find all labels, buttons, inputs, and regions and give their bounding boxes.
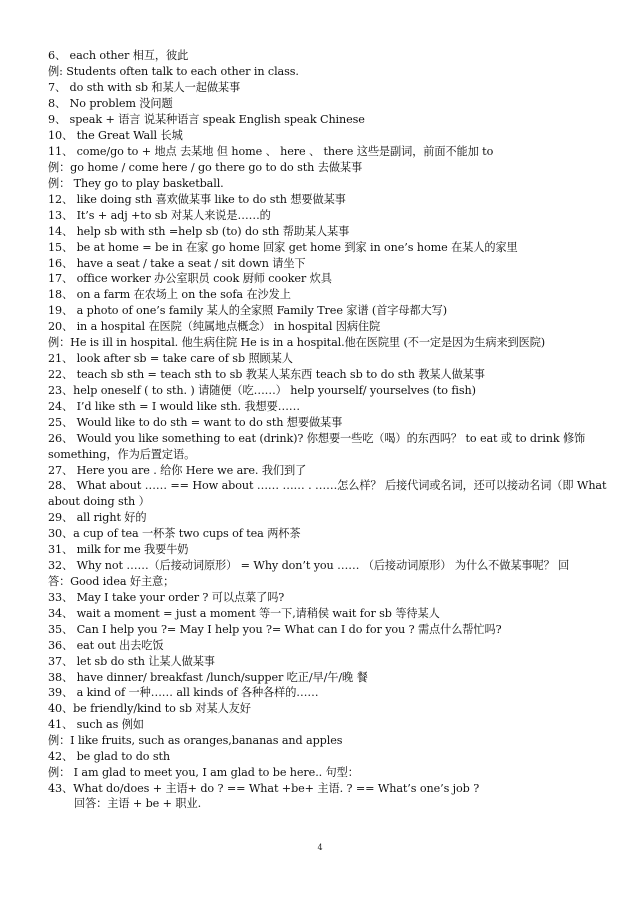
text-line: 7、 do sth with sb 和某人一起做某事	[48, 81, 241, 94]
text-line: 35、 Can I help you ?= May I help you ?= What can I do for you ? 需点什么帮忙吗?	[48, 623, 502, 636]
text-line: 6、 each other 相互，彼此	[48, 49, 189, 62]
text-line: 30、a cup of tea 一杯茶 two cups of tea 两杯茶	[48, 527, 301, 540]
text-line: 20、 in a hospital 在医院（纯属地点概念） in hospital 因病住院	[48, 320, 381, 333]
text-line: 10、 the Great Wall 长城	[48, 129, 183, 142]
text-line: 17、 office worker 办公室职员 cook 厨师 cooker 炊具	[48, 272, 332, 285]
text-line: something，作为后置定语。	[48, 448, 196, 461]
text-line: 例： I am glad to meet you, I am glad to be here.. 句型：	[48, 766, 359, 779]
text-line: 31、 milk for me 我要牛奶	[48, 543, 189, 556]
text-line: 39、 a kind of 一种…… all kinds of 各种各样的……	[48, 686, 319, 699]
text-line: 43、What do/does + 主语+ do ? == What +be+ 主语. ? == What’s one’s job ?	[48, 782, 480, 795]
text-line: 34、 wait a moment = just a moment 等一下,请稍侯 wait for sb 等待某人	[48, 607, 440, 620]
text-line: 例: Students often talk to each other in class.	[48, 65, 299, 78]
text-line: 11、 come/go to + 地点 去某地 但 home 、 here 、 there 这些是副词，前面不能加 to	[48, 145, 494, 158]
text-line: 13、 It’s + adj +to sb 对某人来说是……的	[48, 209, 271, 222]
text-line: 29、 all right 好的	[48, 511, 147, 524]
text-line: 答：Good idea 好主意；	[48, 575, 175, 588]
text-line: 16、 have a seat / take a seat / sit down 请坐下	[48, 257, 306, 270]
page-number: 4	[317, 843, 323, 852]
text-line: 14、 help sb with sth =help sb (to) do sth 帮助某人某事	[48, 225, 350, 238]
text-line: 36、 eat out 出去吃饭	[48, 639, 164, 652]
text-line: 12、 like doing sth 喜欢做某事 like to do sth 想要做某事	[48, 193, 346, 206]
text-line: 25、 Would like to do sth = want to do sth 想要做某事	[48, 416, 343, 429]
text-line: 23、help oneself ( to sth. ) 请随便（吃……） help yourself/ yourselves (to fish)	[48, 384, 476, 397]
text-line: 40、be friendly/kind to sb 对某人友好	[48, 702, 251, 715]
text-line: 24、 I’d like sth = I would like sth. 我想要……	[48, 400, 300, 413]
text-line: 33、 May I take your order ? 可以点菜了吗?	[48, 591, 285, 604]
text-line: 27、 Here you are . 给你 Here we are. 我们到了	[48, 464, 307, 477]
text-line: 28、 What about …… == How about …… …… . ……怎么样？ 后接代词或名词，还可以接动名词（即 What	[48, 479, 607, 492]
text-line: 回答：主语 + be + 职业.	[74, 797, 202, 810]
text-line: 9、 speak + 语言 说某种语言 speak English speak Chinese	[48, 113, 365, 126]
text-line: 22、 teach sb sth = teach sth to sb 教某人某东西 teach sb to do sth 教某人做某事	[48, 368, 485, 381]
text-line: 8、 No problem 没问题	[48, 97, 173, 110]
text-line: about doing sth ）	[48, 495, 150, 508]
text-line: 21、 look after sb = take care of sb 照顾某人	[48, 352, 293, 365]
text-line: 例：I like fruits, such as oranges,bananas and apples	[48, 734, 343, 747]
text-line: 例：go home / come here / go there go to do sth 去做某事	[48, 161, 363, 174]
text-line: 38、 have dinner/ breakfast /lunch/supper 吃正/早/午/晚 餐	[48, 671, 368, 684]
text-line: 例：He is ill in hospital. 他生病住院 He is in a hospital.他在医院里 (不一定是因为生病来到医院)	[48, 336, 546, 349]
text-line: 26、 Would you like something to eat (drink)? 你想要一些吃（喝）的东西吗？ to eat 或 to drink 修饰	[48, 432, 586, 445]
text-line: 15、 be at home = be in 在家 go home 回家 get home 到家 in one’s home 在某人的家里	[48, 241, 518, 254]
text-line: 例： They go to play basketball.	[48, 177, 224, 190]
text-line: 37、 let sb do sth 让某人做某事	[48, 655, 215, 668]
text-line: 42、 be glad to do sth	[48, 750, 171, 763]
text-line: 41、 such as 例如	[48, 718, 144, 731]
text-line: 19、 a photo of one’s family 某人的全家照 Family Tree 家谱 (首字母都大写)	[48, 304, 447, 317]
text-line: 18、 on a farm 在农场上 on the sofa 在沙发上	[48, 288, 291, 301]
text-line: 32、 Why not ……（后接动词原形） = Why don’t you …… （后接动词原形） 为什么不做某事呢？ 回	[48, 559, 570, 572]
